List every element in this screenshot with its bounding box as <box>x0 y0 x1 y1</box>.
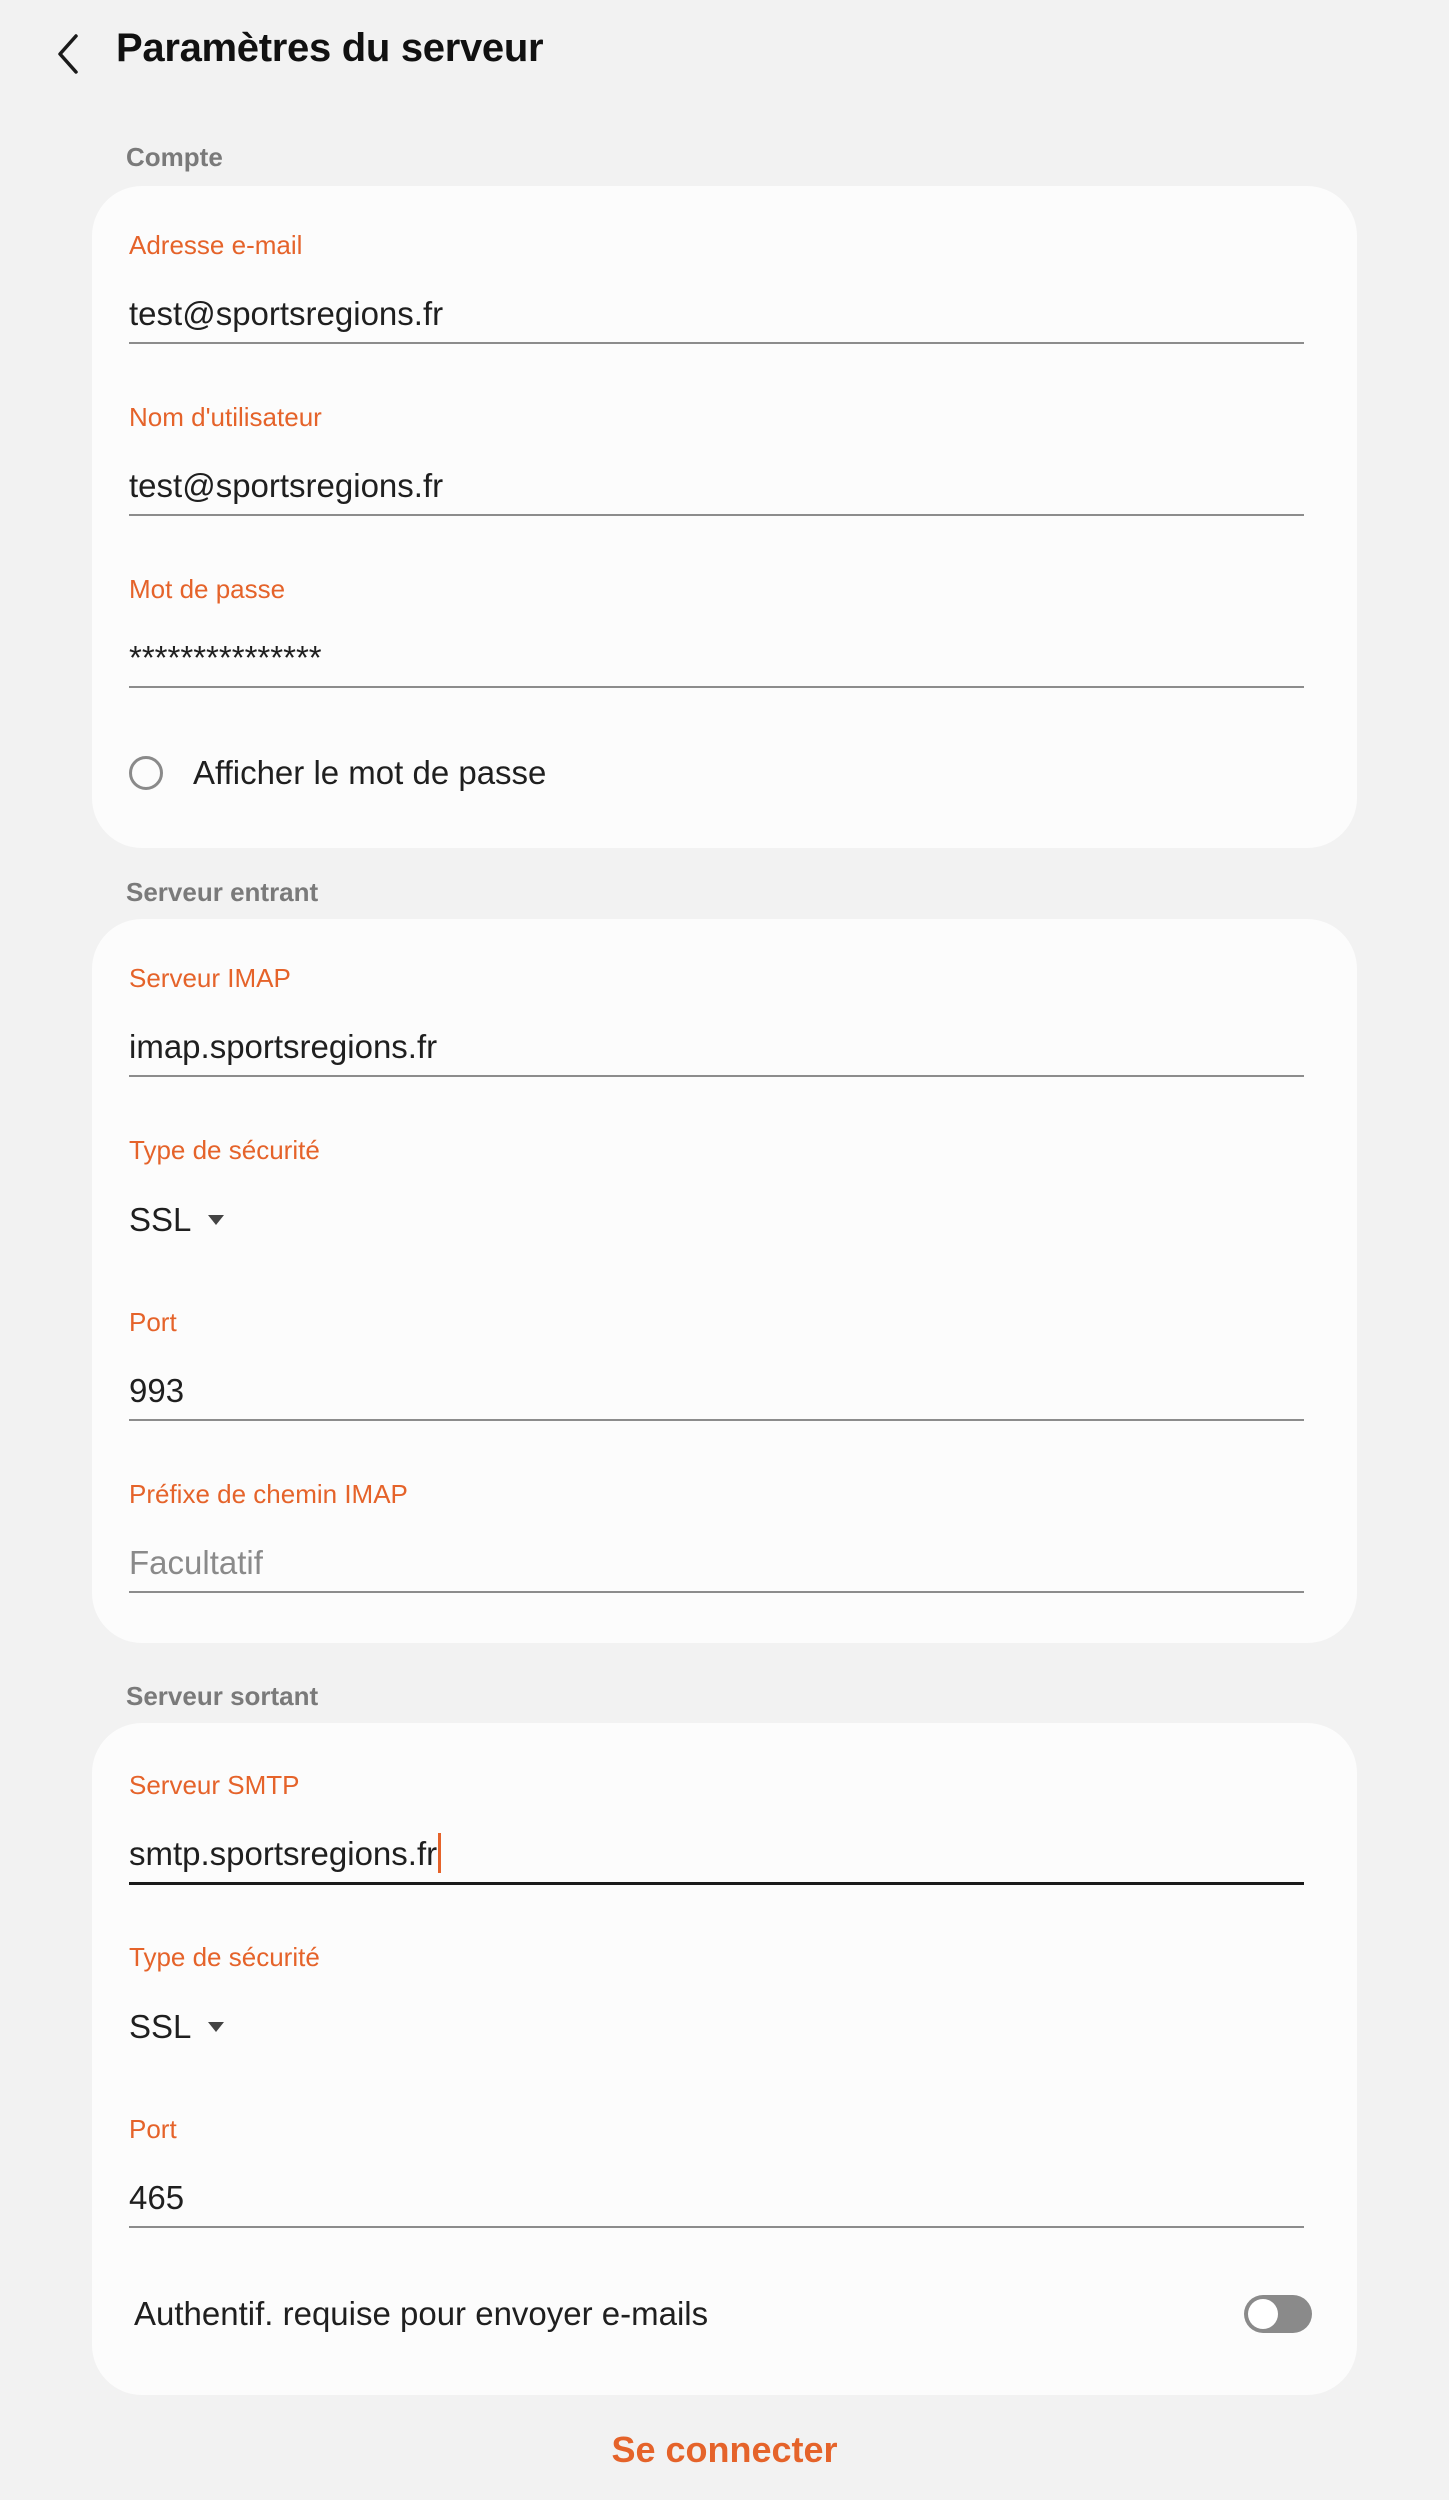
dropdown-arrow-icon <box>207 1214 225 1226</box>
username-label: Nom d'utilisateur <box>129 402 322 432</box>
back-button[interactable] <box>40 22 96 86</box>
password-field[interactable] <box>129 630 1304 688</box>
email-field[interactable] <box>129 286 1304 344</box>
imap-server-label: Serveur IMAP <box>129 963 291 993</box>
show-password-option[interactable] <box>129 754 546 792</box>
incoming-security-value: SSL <box>129 1201 192 1238</box>
imap-server-field-group <box>129 963 1304 1083</box>
auth-required-toggle[interactable] <box>1244 2295 1312 2333</box>
smtp-server-field[interactable] <box>129 1826 1304 1885</box>
outgoing-security-group <box>129 1942 1304 2062</box>
smtp-server-field-group <box>129 1770 1304 1890</box>
section-label-incoming: Serveur entrant <box>126 877 319 907</box>
outgoing-port-group <box>129 2114 1304 2234</box>
auth-required-row[interactable] <box>134 2285 1312 2345</box>
outgoing-security-label: Type de sécurité <box>129 1942 320 1972</box>
incoming-server-card <box>92 919 1357 1643</box>
account-card <box>92 186 1357 848</box>
dropdown-arrow-icon <box>207 2021 225 2033</box>
outgoing-port-label: Port <box>129 2114 177 2144</box>
incoming-security-dropdown[interactable] <box>129 1201 225 1239</box>
section-label-account: Compte <box>126 142 223 172</box>
outgoing-security-dropdown[interactable] <box>129 2008 225 2046</box>
incoming-port-group <box>129 1307 1304 1427</box>
show-password-radio[interactable] <box>129 756 163 790</box>
toggle-knob <box>1248 2299 1278 2329</box>
outgoing-server-card <box>92 1723 1357 2395</box>
chevron-left-icon <box>54 32 82 76</box>
smtp-server-label: Serveur SMTP <box>129 1770 300 1800</box>
connect-button[interactable]: Se connecter <box>611 2429 838 2470</box>
text-cursor <box>438 1833 441 1873</box>
username-field-group <box>129 402 1304 522</box>
incoming-security-label: Type de sécurité <box>129 1135 320 1165</box>
show-password-label: Afficher le mot de passe <box>193 754 547 791</box>
outgoing-port-field[interactable] <box>129 2170 1304 2228</box>
imap-prefix-label: Préfixe de chemin IMAP <box>129 1479 408 1509</box>
page-title: Paramètres du serveur <box>116 26 544 70</box>
incoming-port-label: Port <box>129 1307 177 1337</box>
password-label: Mot de passe <box>129 574 286 604</box>
incoming-port-field[interactable] <box>129 1363 1304 1421</box>
imap-prefix-field[interactable] <box>129 1535 1304 1593</box>
section-label-outgoing: Serveur sortant <box>126 1681 319 1711</box>
email-field-group <box>129 230 1304 350</box>
password-field-group <box>129 574 1304 694</box>
header <box>0 0 1449 110</box>
auth-required-label: Authentif. requise pour envoyer e-mails <box>134 2295 709 2332</box>
incoming-security-group <box>129 1135 1304 1255</box>
email-label: Adresse e-mail <box>129 230 303 260</box>
outgoing-security-value: SSL <box>129 2008 192 2045</box>
imap-prefix-group <box>129 1479 1304 1599</box>
imap-server-field[interactable] <box>129 1019 1304 1077</box>
username-field[interactable] <box>129 458 1304 516</box>
